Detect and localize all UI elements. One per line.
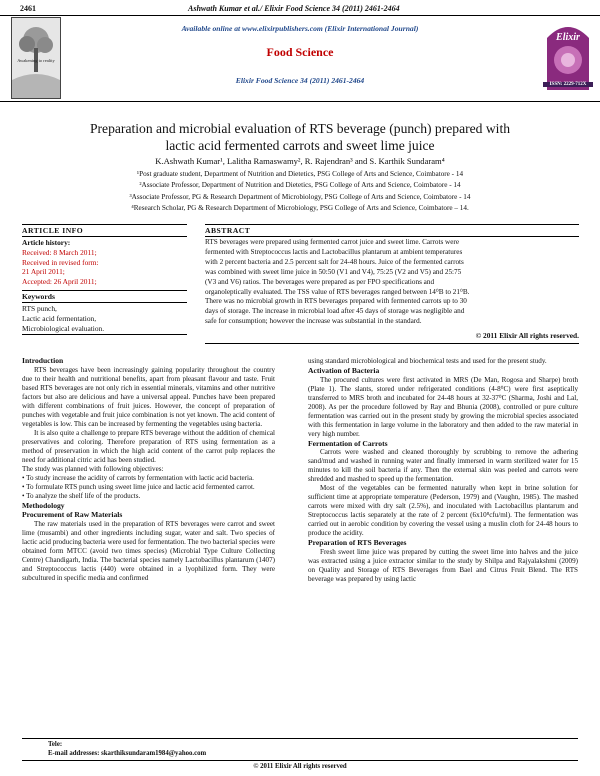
journal-logo-right xyxy=(543,18,593,96)
continued-paragraph: using standard microbiological and biochemical tests and used for the present study. xyxy=(308,357,547,365)
keyword-3: Microbiological evaluation. xyxy=(22,324,105,333)
right-column xyxy=(308,332,578,584)
abstract-heading: ABSTRACT xyxy=(205,226,251,235)
keyword-2: Lactic acid fermentation, xyxy=(22,314,97,323)
article-info-box xyxy=(22,238,187,287)
footer-copyright: © 2011 Elixir All rights reserved xyxy=(253,763,347,770)
logo-right-issn: ISSN: 2229-712X xyxy=(543,82,593,87)
authors: K.Ashwath Kumar¹, Lalitha Ramaswamy², R. Rajendran³ and S. Karthik Sundaram⁴ xyxy=(155,156,445,166)
keywords-rule xyxy=(22,290,187,291)
abstract-rule-2 xyxy=(205,236,579,237)
abstract-line: fermented with Streptococcus lactis and Lactobacillus plantarum at ambient temperatures xyxy=(205,247,463,256)
activation-paragraph: The procured cultures were first activated in MRS (De Man, Rogosa and Sharpe) broth (Plate 1). The slants, stored under refrigerated conditions (4-8⁰C) were first aseptically transferred to MRS broth and incubated for 24-48 hours at 32-37⁰C (Sharma, Joshi and Lal, 2008). As per the procedure followed by Ray and Bhunia (2008), controlled or pure culture fermentation was carried out in the present study by growing the microbial species associated with this fermentation in large volume in the laboratory and then added to the raw material in very high number. xyxy=(308,375,578,438)
fermentation-paragraph-1: Carrots were washed and cleaned thoroughly by scrubbing to remove the adhering sand/mud and washed in running water and finally immersed in warm sterilized water for 15 minutes to kill the soil bacteria if any. Then the external skin was peeled and carrots were shredded and mashed to speed up the fermentation. xyxy=(308,448,578,484)
affiliation-1: ¹Post graduate student, Department of Nutrition and Dietetics, PSG College of Arts and Science, Coimbatore - 14 xyxy=(136,170,464,178)
preparation-paragraph: Fresh sweet lime juice was prepared by cutting the sweet lime into halves and the juice was extracted using a juice extractor similar to the study by Shilpa and Rajyalakshmi (2009) on Quality and Storage of RTS Beverages from Bael and Citrus Fruit Blend. The RTS beverage was prepared by using lactic xyxy=(308,547,578,583)
affiliation-2: ²Associate Professor, Department of Nutrition and Dietetics, PSG College of Arts and Science, Coimbatore - 14 xyxy=(139,181,461,190)
logo-left-caption: Awakening to reality xyxy=(17,58,55,63)
abstract-line: (V3 and V6) ratios. The beverages were prepared as per FPO specifications and xyxy=(205,277,435,286)
page-number: 2461 xyxy=(20,4,36,13)
abstract-line: organoleptically evaluated. The TSS value of RTS beverages ranged between 14⁰B to 21⁰B. xyxy=(205,287,470,296)
abstract-line: with 2 percent bacteria and 2.5 percent salt for 24-48 hours. Juice of the fermented carrots xyxy=(205,257,464,266)
footer-rule xyxy=(22,738,578,739)
abstract-line: safe for consumption; however the increase was substantial in the standard. xyxy=(205,317,422,326)
keywords-heading: Keywords xyxy=(22,292,55,301)
affiliations xyxy=(0,169,600,215)
logo-right-title: Elixir xyxy=(556,32,580,43)
abstract-text xyxy=(205,238,579,327)
footer-email[interactable]: E-mail addresses: skarthiksundaram1984@yahoo.com xyxy=(48,750,207,757)
objective-2: • To formulate RTS punch using sweet lime juice and lactic acid fermented carrot. xyxy=(22,482,255,491)
objective-3: • To analyze the shelf life of the products. xyxy=(22,491,141,500)
article-info-rule xyxy=(22,224,187,225)
header-rule-bottom xyxy=(0,101,600,102)
article-title xyxy=(0,120,600,154)
journal-citation: Elixir Food Science 34 (2011) 2461-2464 xyxy=(235,76,365,85)
article-history-label: Article history: xyxy=(22,238,71,247)
affiliation-4: ⁴Research Scholar, PG & Research Department of Microbiology, PSG College of Arts and Science, Coimbatore – 14. xyxy=(131,204,469,213)
abstract-copyright: © 2011 Elixir All rights reserved. xyxy=(475,331,579,340)
journal-name: Food Science xyxy=(266,45,334,59)
footer-rule-2 xyxy=(22,760,578,761)
introduction-heading: Introduction xyxy=(22,356,64,365)
article-info-rule-2 xyxy=(22,236,187,237)
abstract-line: RTS beverages were prepared using fermented carrot juice and sweet lime. Carrots were xyxy=(205,238,460,246)
fermentation-paragraph-2: Most of the vegetables can be fermented naturally when kept in brine solution for sufficient time at appropriate temperature (Pederson, 1979) and (Vaughn, 1985). The mashed carrots were mixed with dry salt (2.5%), and inoculated with Lactobacillus plantarum and Streptococcus lactis separately at the rate of 2 percent (6x10⁸cfu/ml). The fermentation was carried out in aerobic condition by covering the vessel using a muslin cloth for 24-48 hours to produce the acidity. xyxy=(308,484,578,538)
procurement-paragraph: The raw materials used in the preparation of RTS beverages were carrot and sweet lime (musambi) and other ingredients including sugar, water and salt. Two species of lactic acid producing bacteria were used for fermentation. The two bacterial species were obtained form MTCC (avoid two times species) (Microbial Type Culture Collecting Centre) Chandigarh, India. The bacterial species namely Lactobacillus plantarum (1407) and Streptococcus lactis (440) were obtained in a lyophilized form. They were subcultured in specific media and confirmed xyxy=(22,519,275,582)
abstract-line: was combined with sweet lime juice in 50:50 (V1 and V4), 75:25 (V2 and V5) and 25:75 xyxy=(205,267,462,276)
accepted-date: Accepted: 26 April 2011; xyxy=(22,277,97,287)
keyword-1: RTS punch, xyxy=(22,304,57,313)
fermentation-heading: Fermentation of Carrots xyxy=(308,438,388,448)
abstract-rule xyxy=(205,224,579,225)
revised-date-2: 21 April 2011; xyxy=(22,267,65,277)
footer-tele: Tele: xyxy=(48,741,63,748)
abstract-line: days of storage. The increase in microbial load after 45 days of storage was negligible and xyxy=(205,307,465,316)
article-info-heading: ARTICLE INFO xyxy=(22,226,84,235)
objectives-intro: The study was planned with following objectives: xyxy=(22,464,164,473)
available-online[interactable]: Available online at www.elixirpublishers.com (Elixir International Journal) xyxy=(181,24,419,33)
preparation-heading: Preparation of RTS Beverages xyxy=(308,538,407,548)
objective-1: • To study increase the acidity of carrots by fermentation with lactic acid bacteria. xyxy=(22,473,254,482)
keywords-rule-bottom xyxy=(22,334,187,335)
intro-paragraph-2: It is also quite a challenge to prepare RTS beverage without the addition of chemical preservatives and coloring. Therefore preparation of RTS using fermentation as a method of preservation in which the high acid content of the carrot pulp replaces the need for additional citric acid has been studied. xyxy=(22,428,275,464)
article-title-line2: lactic acid fermented carrots and sweet lime juice xyxy=(165,138,435,153)
article-title-line1: Preparation and microbial evaluation of RTS beverage (punch) prepared with xyxy=(89,121,511,136)
abstract-line: There was no microbial growth in RTS beverages prepared with fermented carrots up to 30 xyxy=(205,297,467,306)
keywords-list xyxy=(22,304,104,334)
left-column xyxy=(22,356,275,583)
procurement-heading: Procurement of Raw Materials xyxy=(22,510,123,520)
intro-paragraph-1: RTS beverages have been increasingly gaining popularity throughout the country due to their health and nutritional benefits, apart from pleasant flavour and taste. Fruit based RTS beverages are not only rich in essential minerals, vitamins and other nutritive factors but also are delicious and have a universal appeal. Punches have been prepared with different combinations of fruit juices. However, the concept of preparation of punches with vegetable and fruit juice combination is not yet known. The acid content of vegetables is low. This can be increased by fermenting the vegetables using bacteria. xyxy=(22,365,275,428)
affiliation-3: ³Associate Professor, PG & Research Department of Microbiology, PSG College of Arts and Science, Coimbatore - 14 xyxy=(129,192,471,201)
header-rule-top xyxy=(0,15,600,16)
activation-heading: Activation of Bacteria xyxy=(308,366,380,375)
running-title: Ashwath Kumar et al./ Elixir Food Science 34 (2011) 2461-2464 xyxy=(188,4,400,13)
received-date: Received: 8 March 2011; xyxy=(22,247,97,257)
keywords-rule-2 xyxy=(22,302,187,303)
methodology-heading: Methodology xyxy=(22,500,65,510)
revised-date-1: Received in revised form: xyxy=(22,257,99,267)
